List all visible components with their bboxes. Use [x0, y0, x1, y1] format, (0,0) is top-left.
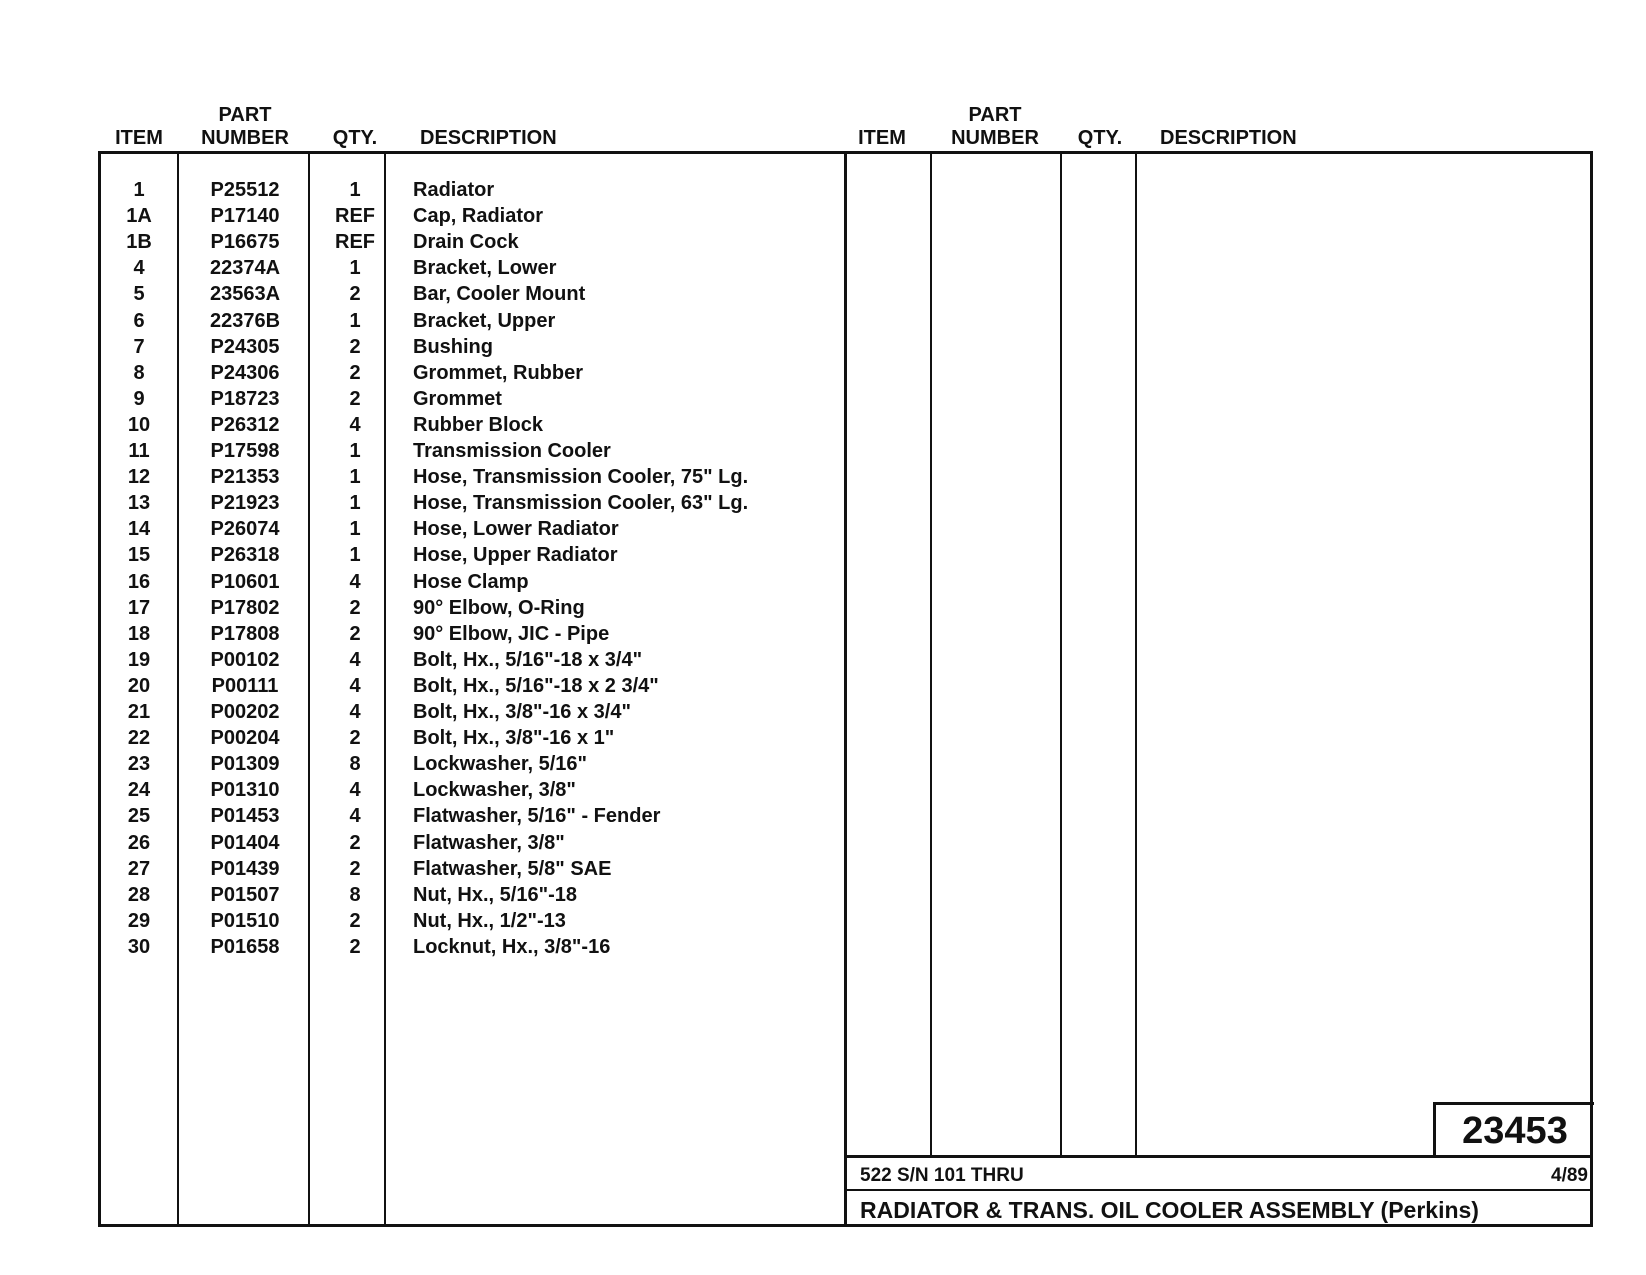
item-cell: 5 — [133, 283, 145, 306]
description-cell: Bushing — [413, 335, 493, 358]
right-header-item: ITEM — [858, 127, 906, 149]
qty-cell: 2 — [349, 283, 361, 306]
description-cell: Drain Cock — [413, 231, 519, 254]
description-cell: 90° Elbow, JIC - Pipe — [413, 622, 610, 645]
revision-date: 4/89 — [1551, 1165, 1588, 1186]
item-cell: 7 — [133, 335, 145, 358]
table-row — [100, 255, 840, 281]
description-cell: Transmission Cooler — [413, 440, 611, 462]
description-cell: Rubber Block — [413, 413, 544, 436]
item-cell: 21 — [127, 701, 151, 723]
part-number-cell: P17598 — [210, 440, 280, 462]
right-header-qty: QTY. — [1077, 127, 1123, 149]
table-row — [100, 308, 840, 334]
qty-cell: 4 — [349, 570, 361, 593]
item-cell: 22 — [127, 727, 151, 750]
part-number-cell: P24305 — [210, 335, 280, 358]
description-cell: Bracket, Lower — [413, 257, 557, 280]
item-cell: 11 — [128, 440, 150, 462]
description-cell: Hose, Upper Radiator — [413, 544, 618, 567]
item-cell: 12 — [127, 466, 151, 489]
part-number-cell: P17808 — [210, 622, 280, 645]
item-cell: 23 — [127, 753, 151, 776]
item-cell: 20 — [127, 674, 151, 697]
table-row — [100, 908, 840, 934]
item-cell: 18 — [127, 622, 151, 645]
table-row — [100, 934, 840, 960]
table-row — [100, 542, 840, 568]
part-number-cell: 23563A — [209, 283, 281, 306]
qty-cell: 2 — [349, 335, 361, 358]
qty-cell: 4 — [349, 413, 361, 436]
qty-cell: 1 — [349, 257, 361, 280]
table-row — [100, 229, 840, 255]
description-cell: Hose, Transmission Cooler, 75" Lg. — [413, 466, 749, 489]
right-header-description: DESCRIPTION — [1160, 127, 1297, 149]
description-cell: Bolt, Hx., 3/8"-16 x 1" — [413, 727, 615, 750]
item-cell: 1 — [133, 179, 145, 201]
qty-cell: REF — [335, 205, 375, 228]
description-cell: Nut, Hx., 5/16"-18 — [413, 883, 577, 906]
qty-cell: 1 — [349, 309, 361, 332]
part-number-cell: P17802 — [210, 596, 280, 619]
table-row — [100, 595, 840, 621]
drawing-number: 23453 — [1433, 1102, 1594, 1157]
left-header-item: ITEM — [115, 127, 163, 149]
title-block-mid-line — [844, 1189, 1593, 1191]
qty-cell: 2 — [349, 387, 361, 410]
qty-cell: 4 — [349, 674, 361, 697]
center-divider — [844, 151, 847, 1227]
description-cell: Hose, Transmission Cooler, 63" Lg. — [413, 492, 749, 515]
description-cell: 90° Elbow, O-Ring — [413, 596, 585, 619]
part-number-cell: P01309 — [210, 753, 280, 776]
part-number-cell: 22376B — [209, 309, 281, 332]
table-row — [100, 803, 840, 829]
item-cell: 25 — [127, 805, 151, 828]
table-row — [100, 751, 840, 777]
qty-cell: 4 — [349, 648, 361, 671]
description-cell: Hose Clamp — [413, 570, 529, 593]
description-cell: Cap, Radiator — [413, 205, 544, 228]
table-row — [100, 177, 840, 203]
right-header-part-line1: PART — [968, 104, 1022, 126]
qty-cell: 1 — [349, 466, 361, 489]
description-cell: Locknut, Hx., 3/8"-16 — [413, 935, 611, 958]
item-cell: 24 — [127, 779, 151, 802]
item-cell: 6 — [133, 309, 145, 332]
description-cell: Bar, Cooler Mount — [413, 283, 586, 306]
table-row — [100, 882, 840, 908]
table-row — [100, 360, 840, 386]
item-cell: 28 — [127, 883, 151, 906]
item-cell: 1B — [126, 231, 152, 254]
right-col-divider-3 — [1135, 151, 1137, 1156]
item-cell: 1A — [126, 205, 152, 228]
qty-cell: 2 — [349, 361, 361, 384]
part-number-cell: P24306 — [210, 361, 280, 384]
qty-cell: 2 — [349, 857, 361, 880]
table-right-border — [1590, 151, 1593, 1227]
description-cell: Flatwasher, 3/8" — [413, 831, 565, 854]
part-number-cell: P00102 — [210, 648, 280, 671]
part-number-cell: P00202 — [210, 701, 280, 723]
qty-cell: 1 — [349, 440, 361, 462]
table-row — [100, 334, 840, 360]
item-cell: 13 — [127, 492, 151, 515]
qty-cell: 4 — [349, 701, 361, 723]
part-number-cell: P00111 — [211, 674, 279, 697]
item-cell: 17 — [127, 596, 151, 619]
part-number-cell: P26074 — [210, 518, 280, 541]
right-header-part-line2: NUMBER — [951, 127, 1039, 149]
table-row — [100, 647, 840, 673]
item-cell: 8 — [133, 361, 145, 384]
qty-cell: 1 — [349, 179, 361, 201]
item-cell: 26 — [127, 831, 151, 854]
part-number-cell: P21353 — [210, 466, 280, 489]
part-number-cell: P26312 — [210, 413, 280, 436]
table-row — [100, 856, 840, 882]
drawing-title: RADIATOR & TRANS. OIL COOLER ASSEMBLY (Perkins) — [860, 1197, 1479, 1223]
part-number-cell: P21923 — [210, 492, 280, 515]
part-number-cell: P01507 — [210, 883, 280, 906]
qty-cell: 2 — [349, 831, 361, 854]
item-cell: 29 — [127, 909, 151, 932]
qty-cell: 2 — [349, 596, 361, 619]
description-cell: Flatwasher, 5/8" SAE — [413, 857, 612, 880]
left-header-part-line1: PART — [218, 104, 272, 126]
description-cell: Bracket, Upper — [413, 309, 556, 332]
qty-cell: 2 — [349, 909, 361, 932]
item-cell: 27 — [127, 857, 151, 880]
description-cell: Bolt, Hx., 5/16"-18 x 3/4" — [413, 648, 643, 671]
right-col-divider-1 — [930, 151, 932, 1156]
description-cell: Hose, Lower Radiator — [413, 518, 619, 541]
qty-cell: 1 — [349, 544, 361, 567]
part-number-cell: P01658 — [210, 935, 280, 958]
part-number-cell: P01453 — [210, 805, 280, 828]
table-row — [100, 830, 840, 856]
part-number-cell: P18723 — [210, 387, 280, 410]
part-number-cell: 22374A — [209, 257, 281, 280]
part-number-cell: P01439 — [210, 857, 280, 880]
table-row — [100, 621, 840, 647]
part-number-cell: P26318 — [210, 544, 280, 567]
description-cell: Bolt, Hx., 3/8"-16 x 3/4" — [413, 701, 631, 723]
table-row — [100, 281, 840, 307]
table-row — [100, 569, 840, 595]
description-cell: Radiator — [413, 179, 495, 201]
table-row — [100, 386, 840, 412]
part-number-cell: P00204 — [210, 727, 280, 750]
right-col-divider-2 — [1060, 151, 1062, 1156]
item-cell: 14 — [127, 518, 151, 541]
item-cell: 10 — [127, 413, 151, 436]
part-number-cell: P25512 — [210, 179, 280, 201]
qty-cell: 2 — [349, 622, 361, 645]
part-number-cell: P01310 — [210, 779, 280, 802]
item-cell: 9 — [133, 387, 145, 410]
item-cell: 15 — [127, 544, 151, 567]
part-number-cell: P16675 — [210, 231, 280, 254]
table-row — [100, 725, 840, 751]
description-cell: Lockwasher, 3/8" — [413, 779, 576, 802]
item-cell: 4 — [133, 257, 145, 280]
table-row — [100, 516, 840, 542]
part-number-cell: P01510 — [210, 909, 280, 932]
qty-cell: 4 — [349, 779, 361, 802]
part-number-cell: P01404 — [210, 831, 280, 854]
serial-range: 522 S/N 101 THRU — [860, 1165, 1024, 1186]
description-cell: Grommet — [413, 387, 502, 410]
table-row — [100, 464, 840, 490]
description-cell: Nut, Hx., 1/2"-13 — [413, 909, 566, 932]
left-header-part-line2: NUMBER — [201, 127, 289, 149]
qty-cell: 8 — [349, 883, 361, 906]
table-row — [100, 490, 840, 516]
qty-cell: 2 — [349, 935, 361, 958]
table-row — [100, 203, 840, 229]
qty-cell: 8 — [349, 753, 361, 776]
table-row — [100, 412, 840, 438]
description-cell: Lockwasher, 5/16" — [413, 753, 588, 776]
part-number-cell: P10601 — [210, 570, 280, 593]
part-number-cell: P17140 — [210, 205, 280, 228]
table-row — [100, 699, 840, 725]
qty-cell: 1 — [349, 518, 361, 541]
qty-cell: 2 — [349, 727, 361, 750]
left-header-description: DESCRIPTION — [420, 127, 557, 149]
table-row — [100, 777, 840, 803]
table-row — [100, 438, 840, 464]
item-cell: 30 — [127, 935, 151, 958]
description-cell: Bolt, Hx., 5/16"-18 x 2 3/4" — [413, 674, 659, 697]
table-row — [100, 673, 840, 699]
item-cell: 19 — [127, 648, 151, 671]
qty-cell: REF — [335, 231, 375, 254]
qty-cell: 1 — [349, 492, 361, 515]
description-cell: Flatwasher, 5/16" - Fender — [413, 805, 661, 828]
qty-cell: 4 — [349, 805, 361, 828]
left-header-qty: QTY. — [332, 127, 378, 149]
description-cell: Grommet, Rubber — [413, 361, 584, 384]
item-cell: 16 — [127, 570, 151, 593]
